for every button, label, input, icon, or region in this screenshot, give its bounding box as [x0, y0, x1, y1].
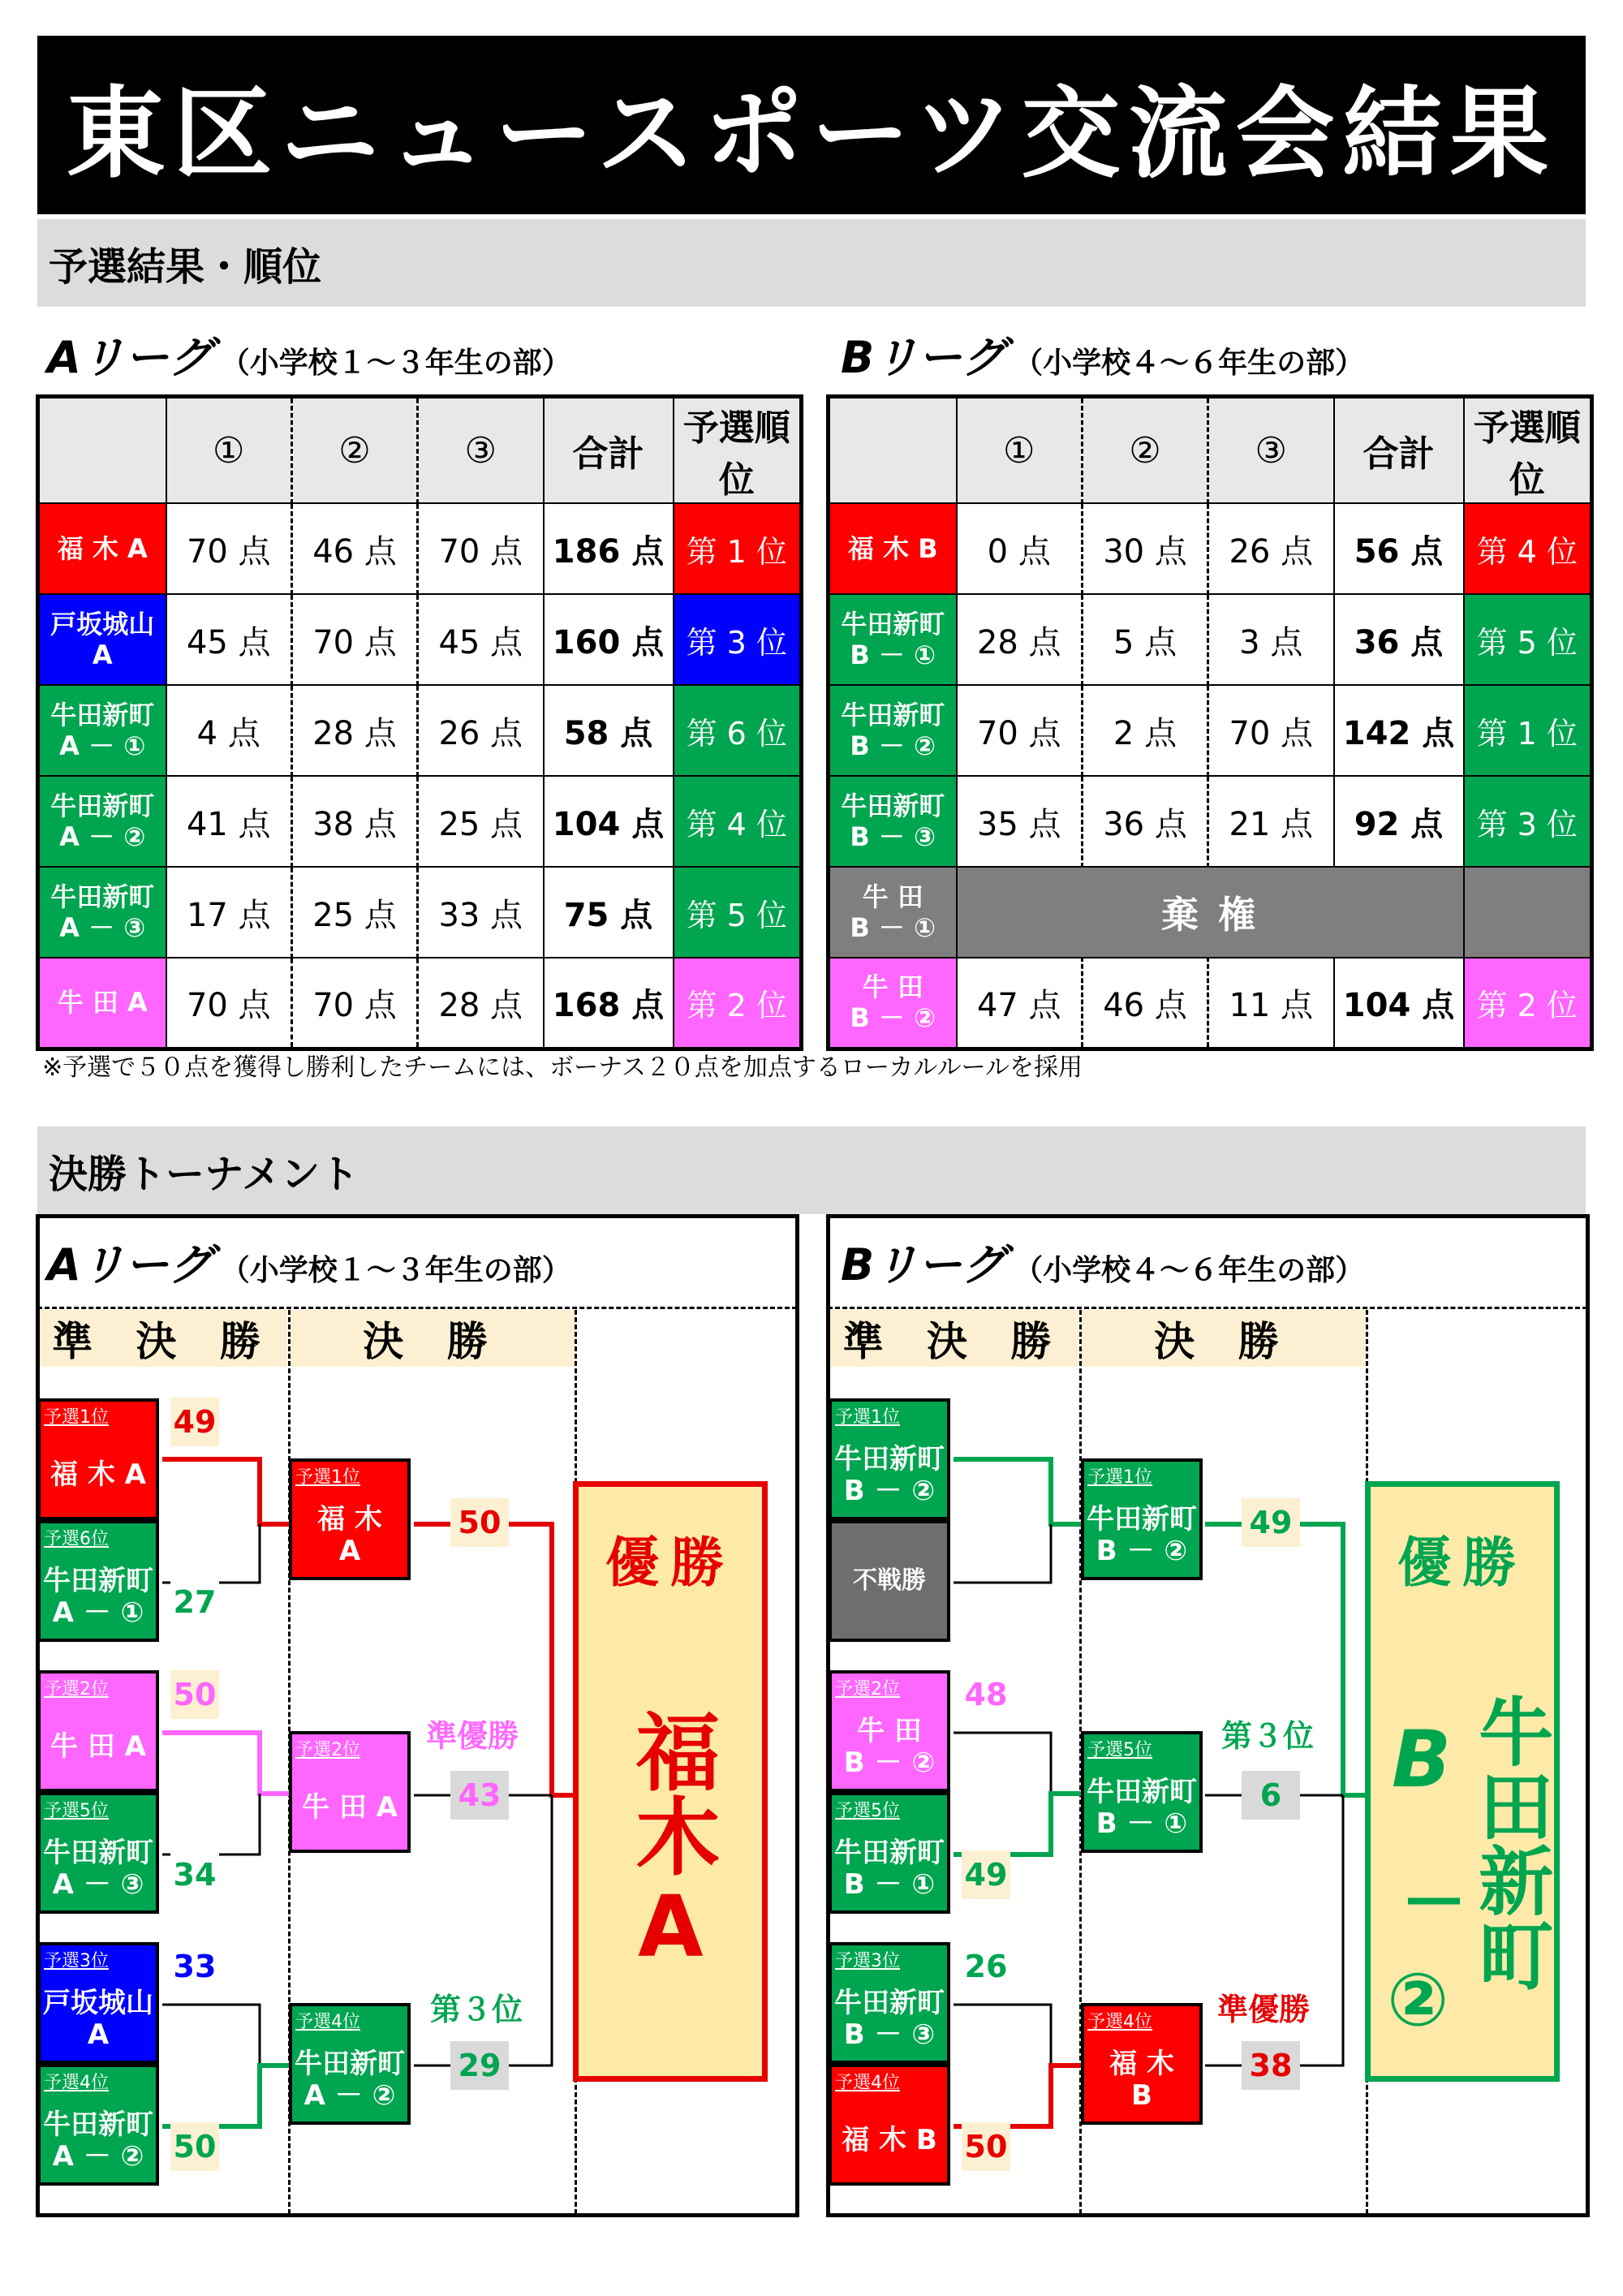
match-score: 49: [170, 1398, 219, 1446]
header-cell: 予選順位: [674, 397, 802, 504]
score-cell: 11 点: [1208, 958, 1334, 1049]
team-name: 牛田新町 A － ②: [295, 2047, 405, 2112]
score-cell: 46 点: [292, 503, 418, 594]
champion-name: 福木A: [621, 1708, 721, 1976]
table-row: [38, 503, 802, 594]
team-name: 福 木 B: [842, 2124, 937, 2157]
rank-cell: 第 4 位: [674, 776, 802, 867]
runner-up-label: 準優勝: [426, 1718, 519, 1754]
total-cell: 56 点: [1334, 503, 1464, 594]
team-name-cell: 牛 田 B － ①: [829, 867, 957, 958]
tournament-a-heading: [47, 1230, 571, 1293]
total-cell: 58 点: [544, 685, 674, 776]
match-score: 49: [1242, 1498, 1300, 1547]
match-score: 43: [450, 1771, 509, 1820]
score-cell: 35 点: [957, 776, 1083, 867]
champion-dash: ―: [1408, 1868, 1460, 1928]
team-name: 牛田新町 A － ③: [43, 1836, 153, 1901]
league-b-results-table: [826, 394, 1594, 1051]
prelim-rank-tag: 予選2位: [44, 1679, 109, 1699]
third-place-label: 第３位: [430, 1992, 523, 2027]
match-score: 38: [1242, 2041, 1300, 2090]
team-name-cell: 牛田新町 B － ③: [829, 776, 957, 867]
total-cell: 168 点: [544, 958, 674, 1049]
score-cell: 26 点: [1208, 503, 1334, 594]
rank-cell: 第 5 位: [1464, 594, 1592, 685]
team-name: 牛田新町 B － ③: [834, 1986, 945, 2051]
header-cell: ①: [957, 397, 1083, 504]
team-name: 福 木 A: [50, 1458, 146, 1492]
score-cell: 70 点: [292, 958, 418, 1049]
score-cell: 70 点: [166, 503, 292, 594]
prelim-rank-tag: 予選4位: [835, 2073, 900, 2093]
tournament-team: [37, 1398, 159, 1520]
champion-label: 優勝: [605, 1531, 735, 1594]
match-score: 6: [1242, 1771, 1300, 1820]
total-cell: 92 点: [1334, 776, 1464, 867]
tournament-a-name: Aリーグ: [47, 1239, 213, 1290]
rank-cell: 第 4 位: [1464, 503, 1592, 594]
header-cell: 合計: [1334, 397, 1464, 504]
runner-up-label: 準優勝: [1217, 1992, 1311, 2027]
score-cell: 47 点: [957, 958, 1083, 1049]
table-row: [38, 594, 802, 685]
rank-cell: 第 2 位: [1464, 958, 1592, 1049]
table-row: [829, 776, 1592, 867]
tournament-team: [289, 1458, 411, 1580]
rank-cell: 第 3 位: [1464, 776, 1592, 867]
champion-number: ②: [1387, 1958, 1449, 2043]
third-place-label: 第３位: [1221, 1718, 1315, 1754]
round-label-final: 決 勝: [290, 1310, 575, 1367]
match-score: 34: [170, 1850, 219, 1899]
total-cell: 36 点: [1334, 594, 1464, 685]
score-cell: 21 点: [1208, 776, 1334, 867]
champion-name: 牛田新町: [1466, 1693, 1554, 1992]
team-name: 戸坂城山 A: [43, 1986, 153, 2051]
tournament-team: [829, 2064, 950, 2186]
champion-box: [1365, 1481, 1560, 2082]
team-name-cell: 牛田新町 B － ②: [829, 685, 957, 776]
prelim-rank-tag: 予選5位: [835, 1801, 900, 1821]
score-cell: 41 点: [166, 776, 292, 867]
prelim-rank-tag: 予選1位: [295, 1467, 360, 1488]
tournament-team: [289, 1731, 411, 1853]
table-row: [38, 867, 802, 958]
prelim-rank-tag: 予選3位: [44, 1951, 109, 1971]
team-name-cell: 牛 田 B － ②: [829, 958, 957, 1049]
champion-league-letter: B: [1392, 1714, 1452, 1805]
total-cell: 160 点: [544, 594, 674, 685]
score-cell: 3 点: [1208, 594, 1334, 685]
tournament-team: [37, 1942, 159, 2064]
team-name-cell: 牛田新町 A － ①: [38, 685, 166, 776]
score-cell: 4 点: [166, 685, 292, 776]
team-name: 牛 田 B － ②: [843, 1714, 936, 1779]
header-cell: [38, 397, 166, 504]
match-score: 33: [170, 1942, 219, 1991]
score-cell: 70 点: [166, 958, 292, 1049]
total-cell: 75 点: [544, 867, 674, 958]
prelim-rank-tag: 予選1位: [1087, 1467, 1152, 1488]
champion-label: 優勝: [1397, 1531, 1527, 1594]
tournament-a-sub: （小学校１～３年生の部）: [220, 1254, 571, 1287]
bye-slot: [829, 1520, 950, 1642]
score-cell: 36 点: [1083, 776, 1208, 867]
table-row: [829, 594, 1592, 685]
tournament-team: [37, 1520, 159, 1642]
score-cell: 28 点: [957, 594, 1083, 685]
tournament-team: [289, 2003, 411, 2125]
league-b-name: Bリーグ: [841, 332, 1006, 383]
score-cell: 70 点: [1208, 685, 1334, 776]
round-label-semi: 準 決 勝: [40, 1310, 287, 1367]
round-label-final: 決 勝: [1081, 1310, 1367, 1367]
team-name: 牛田新町 B － ①: [834, 1836, 945, 1901]
table-row: [38, 958, 802, 1049]
league-a-results-table: [36, 394, 803, 1051]
header-cell: 予選順位: [1464, 397, 1592, 504]
rank-cell: 第 5 位: [674, 867, 802, 958]
team-name: 牛田新町 B － ①: [1087, 1775, 1197, 1840]
tournament-team: [829, 1670, 950, 1792]
score-cell: 30 点: [1083, 503, 1208, 594]
rank-cell: 第 6 位: [674, 685, 802, 776]
table-row: [829, 958, 1592, 1049]
tournament-b-sub: （小学校４～６年生の部）: [1014, 1254, 1365, 1287]
prelim-rank-tag: 予選5位: [44, 1801, 109, 1821]
score-cell: 28 点: [292, 685, 418, 776]
tournament-team: [829, 1398, 950, 1520]
table-row: [38, 685, 802, 776]
score-cell: 70 点: [418, 503, 544, 594]
score-cell: 25 点: [418, 776, 544, 867]
score-cell: 5 点: [1083, 594, 1208, 685]
total-cell: 186 点: [544, 503, 674, 594]
tournament-team: [1081, 2003, 1203, 2125]
prelim-rank-tag: 予選5位: [1087, 1740, 1152, 1760]
total-cell: 104 点: [544, 776, 674, 867]
score-cell: 28 点: [418, 958, 544, 1049]
prelim-rank-tag: 予選3位: [835, 1951, 900, 1971]
round-label-semi: 準 決 勝: [830, 1310, 1078, 1367]
team-name: 牛田新町 B － ②: [834, 1442, 945, 1507]
header-cell: ①: [166, 397, 292, 504]
score-cell: 17 点: [166, 867, 292, 958]
rank-cell: 第 2 位: [674, 958, 802, 1049]
prelim-rank-tag: 予選2位: [295, 1740, 360, 1760]
match-score: 48: [962, 1670, 1010, 1719]
team-name: 牛 田 A: [50, 1730, 146, 1764]
match-score: 50: [170, 2122, 219, 2171]
page-title: 東区ニュースポーツ交流会結果: [37, 36, 1586, 214]
total-cell: 142 点: [1334, 685, 1464, 776]
tournament-team: [37, 1792, 159, 1914]
header-cell: ②: [1083, 397, 1208, 504]
league-b-sub: （小学校４～６年生の部）: [1014, 347, 1365, 380]
prelim-rank-tag: 予選4位: [1087, 2012, 1152, 2032]
header-cell: 合計: [544, 397, 674, 504]
score-cell: 26 点: [418, 685, 544, 776]
score-cell: 46 点: [1083, 958, 1208, 1049]
league-a-name: Aリーグ: [47, 332, 213, 383]
score-cell: 33 点: [418, 867, 544, 958]
section-prelim-header: 予選結果・順位: [37, 219, 1586, 307]
total-cell: 104 点: [1334, 958, 1464, 1049]
team-name: 福 木 B: [1109, 2047, 1174, 2112]
score-cell: 0 点: [957, 503, 1083, 594]
match-score: 49: [962, 1850, 1010, 1899]
tournament-team: [37, 2064, 159, 2186]
header-cell: [829, 397, 957, 504]
rank-cell: 第 3 位: [674, 594, 802, 685]
champion-box: [573, 1481, 768, 2082]
team-name-cell: 牛田新町 B － ①: [829, 594, 957, 685]
tournament-b-name: Bリーグ: [841, 1239, 1006, 1290]
team-name: 牛田新町 A － ①: [43, 1564, 153, 1629]
header-row: [829, 397, 1592, 504]
tournament-team: [1081, 1731, 1203, 1853]
team-name-cell: 戸坂城山 A: [38, 594, 166, 685]
match-score: 50: [170, 1670, 219, 1719]
table-row: [38, 776, 802, 867]
table-row: [829, 867, 1592, 958]
table-row: [829, 503, 1592, 594]
header-cell: ②: [292, 397, 418, 504]
league-a-sub: （小学校１～３年生の部）: [220, 347, 571, 380]
league-a-heading: [47, 323, 571, 386]
prelim-rank-tag: 予選2位: [835, 1679, 900, 1699]
tournament-team: [1081, 1458, 1203, 1580]
team-name-cell: 福 木 A: [38, 503, 166, 594]
rank-cell: 第 1 位: [674, 503, 802, 594]
league-b-heading: [841, 323, 1364, 386]
team-name: 福 木 A: [317, 1502, 382, 1567]
team-name: 不戦勝: [853, 1566, 926, 1595]
match-score: 29: [450, 2041, 509, 2090]
prelim-rank-tag: 予選4位: [44, 2073, 109, 2093]
match-score: 50: [962, 2122, 1010, 2171]
prelim-rank-tag: 予選1位: [835, 1407, 900, 1428]
match-score: 50: [450, 1498, 509, 1547]
match-score: 26: [962, 1942, 1010, 1991]
prelim-rank-tag: 予選4位: [295, 2012, 360, 2032]
prelim-rank-tag: 予選6位: [44, 1529, 109, 1549]
section-tournament-header: 決勝トーナメント: [37, 1126, 1586, 1214]
header-row: [38, 397, 802, 504]
score-cell: 2 点: [1083, 685, 1208, 776]
tournament-team: [37, 1670, 159, 1792]
score-cell: 45 点: [166, 594, 292, 685]
team-name-cell: 牛 田 A: [38, 958, 166, 1049]
team-name: 牛 田 A: [302, 1791, 398, 1824]
team-name: 牛田新町 B － ②: [1087, 1502, 1197, 1567]
tournament-team: [829, 1942, 950, 2064]
bonus-rule-note: ※予選で５０点を獲得し勝利したチームには、ボーナス２０点を加点するローカルルールを採用: [42, 1053, 1083, 1082]
team-name-cell: 牛田新町 A － ③: [38, 867, 166, 958]
team-name-cell: 牛田新町 A － ②: [38, 776, 166, 867]
tournament-team: [829, 1792, 950, 1914]
score-cell: 38 点: [292, 776, 418, 867]
table-row: [829, 685, 1592, 776]
score-cell: 25 点: [292, 867, 418, 958]
prelim-rank-tag: 予選1位: [44, 1407, 109, 1428]
team-name-cell: 福 木 B: [829, 503, 957, 594]
team-name: 牛田新町 A － ②: [43, 2108, 153, 2173]
forfeit-cell: 棄 権: [957, 867, 1464, 958]
tournament-b-heading: [841, 1230, 1364, 1293]
rank-cell: [1464, 867, 1592, 958]
header-cell: ③: [418, 397, 544, 504]
match-score: 27: [170, 1578, 219, 1626]
rank-cell: 第 1 位: [1464, 685, 1592, 776]
score-cell: 70 点: [957, 685, 1083, 776]
score-cell: 70 点: [292, 594, 418, 685]
score-cell: 45 点: [418, 594, 544, 685]
header-cell: ③: [1208, 397, 1334, 504]
